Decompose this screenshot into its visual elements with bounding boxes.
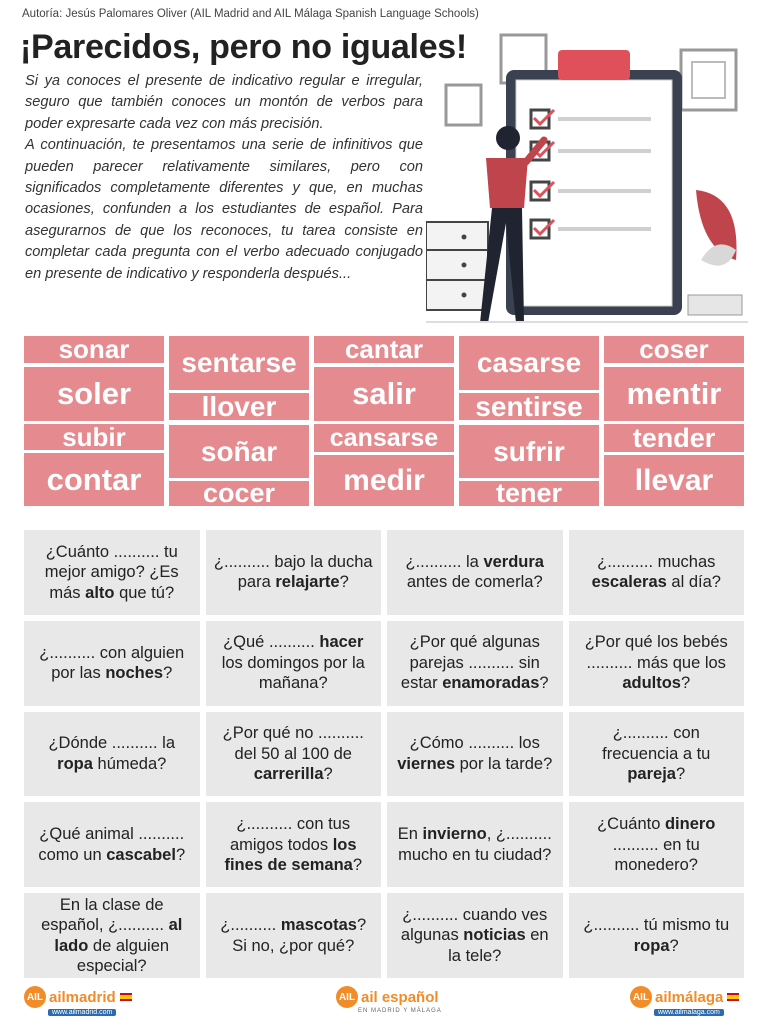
footer (0, 982, 768, 1024)
question-text: ¿.......... la verdura antes de comerla? (405, 552, 544, 592)
picture-frame-icon (681, 50, 736, 110)
question-card (206, 802, 382, 887)
question-card (387, 802, 563, 887)
picture-frame-icon (446, 85, 481, 125)
verb-tile: tender (604, 424, 744, 452)
question-keyword: adultos (622, 674, 681, 693)
question-card (569, 621, 745, 706)
question-card (569, 712, 745, 797)
question-grid (24, 530, 744, 978)
ail-espanol-tagline: EN MADRID Y MÁLAGA (358, 1008, 442, 1014)
question-keyword: ropa (633, 936, 670, 955)
intro-paragraph-2: A continuación, te presentamos una serie de infinitivos que pueden parecer relativamente similares, pero con significados completamente diferentes y que, en muchas ocasiones, confunden a los estudiantes de español. Para asegurarnos de que los reconoces, tu tarea consiste en completar cada pregunta con el verbo adecuado conjugado en presente de indicativo y responderla después... (25, 137, 423, 282)
spain-flag-icon (120, 993, 132, 1001)
verb-tile: salir (314, 367, 454, 421)
question-text: ¿.......... con alguien por las noches? (39, 643, 185, 683)
ail-madrid-name: ailmadrid (49, 988, 116, 1006)
ail-logo-icon: AIL (24, 986, 46, 1008)
verb-tile: coser (604, 336, 744, 363)
question-text: ¿Qué animal .......... como un cascabel? (38, 825, 186, 864)
question-keyword: enamoradas (442, 674, 540, 693)
question-keyword: alto (85, 583, 115, 602)
spain-flag-icon (727, 993, 739, 1001)
verb-tile: cocer (169, 481, 309, 506)
question-card (569, 893, 745, 978)
verb-tile: cansarse (314, 424, 454, 452)
question-card (206, 621, 382, 706)
author-credit: Autoría: Jesús Palomares Oliver (AIL Madrid and AIL Málaga Spanish Language Schools) (22, 8, 479, 20)
verb-tile: llover (169, 393, 309, 420)
verb-column (169, 336, 309, 506)
question-card (387, 893, 563, 978)
verb-column (24, 336, 164, 506)
page-title: ¡Parecidos, pero no iguales! (20, 28, 467, 66)
question-text: ¿Por qué los bebés .......... más que los adultos? (584, 633, 728, 693)
question-text: ¿.......... con frecuencia a tu pareja? (602, 724, 711, 784)
verb-tile: sonar (24, 336, 164, 363)
question-text: ¿.......... cuando ves algunas noticias en la tele? (400, 905, 549, 965)
question-card (24, 530, 200, 615)
ail-logo-icon: AIL (336, 986, 358, 1008)
question-text: ¿.......... tú mismo tu ropa? (583, 916, 730, 955)
question-text: ¿Qué .......... hacer los domingos por la mañana? (221, 633, 365, 693)
question-keyword: dinero (664, 815, 716, 834)
question-card (569, 802, 745, 887)
verb-tile: llevar (604, 455, 744, 506)
question-keyword: relajarte (275, 573, 340, 592)
clipboard-illustration (426, 30, 748, 330)
verb-tile: contar (24, 453, 164, 506)
question-text: ¿.......... muchas escaleras al día? (591, 552, 721, 592)
verb-tile: sentarse (169, 336, 309, 390)
ail-malaga-name: ailmálaga (655, 988, 724, 1006)
verb-tile: soñar (169, 425, 309, 478)
question-card (24, 802, 200, 887)
verb-column (459, 336, 599, 506)
question-keyword: viernes (397, 754, 456, 773)
question-card (569, 530, 745, 615)
verb-tile: cantar (314, 336, 454, 363)
question-keyword: carrerilla (253, 765, 324, 784)
ail-malaga-logo[interactable] (630, 986, 739, 1016)
question-text: ¿Cuánto dinero .......... en tu monedero? (597, 815, 716, 875)
ail-espanol-name: ail español (361, 988, 439, 1006)
question-text: En invierno, ¿.......... mucho en tu ciudad? (397, 825, 552, 864)
question-keyword: hacer (319, 633, 364, 652)
question-card (387, 621, 563, 706)
question-keyword: cascabel (106, 845, 176, 864)
ail-madrid-logo[interactable] (24, 986, 132, 1016)
question-keyword: mascotas (280, 916, 357, 935)
verb-tile: casarse (459, 336, 599, 390)
verb-bank (24, 336, 744, 506)
clipboard-clip (558, 50, 630, 80)
question-card (24, 621, 200, 706)
verb-tile: subir (24, 424, 164, 450)
question-text: ¿Dónde .......... la ropa húmeda? (48, 734, 176, 773)
question-keyword: los fines de semana (224, 835, 357, 875)
question-keyword: verdura (483, 552, 544, 571)
verb-tile: soler (24, 367, 164, 421)
question-text: ¿Por qué algunas parejas .......... sin estar enamoradas? (400, 633, 549, 693)
verb-column (604, 336, 744, 506)
question-keyword: noches (105, 664, 164, 683)
question-text: ¿Cuánto .......... tu mejor amigo? ¿Es más alto que tú? (44, 542, 179, 602)
question-text: ¿Cómo .......... los viernes por la tarde? (397, 734, 553, 773)
intro-text (25, 71, 423, 285)
ail-malaga-url[interactable]: www.ailmalaga.com (654, 1009, 724, 1016)
verb-tile: medir (314, 455, 454, 506)
question-keyword: noticias (463, 926, 526, 945)
question-card (206, 893, 382, 978)
question-card (206, 712, 382, 797)
question-keyword: ropa (57, 754, 93, 773)
question-card (24, 712, 200, 797)
verb-tile: sentirse (459, 393, 599, 420)
intro-paragraph-1: Si ya conoces el presente de indicativo regular e irregular, seguro que también conoces un montón de verbos para poder expresarte cada vez con más precisión. (25, 73, 423, 132)
ail-madrid-url[interactable]: www.ailmadrid.com (48, 1009, 116, 1016)
question-text: ¿.......... bajo la ducha para relajarte? (213, 552, 373, 592)
question-keyword: escaleras (591, 573, 667, 592)
verb-tile: mentir (604, 367, 744, 421)
question-keyword: invierno (422, 825, 487, 844)
question-text: ¿Por qué no .......... del 50 al 100 de carrerilla? (222, 724, 364, 784)
ail-espanol-logo[interactable] (336, 986, 442, 1014)
question-card (387, 712, 563, 797)
verb-tile: sufrir (459, 425, 599, 478)
question-card (206, 530, 382, 615)
question-text: ¿.......... mascotas? Si no, ¿por qué? (220, 916, 367, 955)
question-keyword: pareja (627, 765, 676, 784)
question-card (387, 530, 563, 615)
ail-logo-icon: AIL (630, 986, 652, 1008)
verb-tile: tener (459, 481, 599, 506)
question-text: ¿.......... con tus amigos todos los fines de semana? (224, 815, 363, 875)
verb-column (314, 336, 454, 506)
drawer-cabinet (426, 222, 488, 310)
question-keyword: al lado (54, 916, 183, 955)
plant-pot (688, 295, 742, 315)
question-text: En la clase de español, ¿.......... al lado de alguien especial? (41, 895, 183, 976)
question-card (24, 893, 200, 978)
